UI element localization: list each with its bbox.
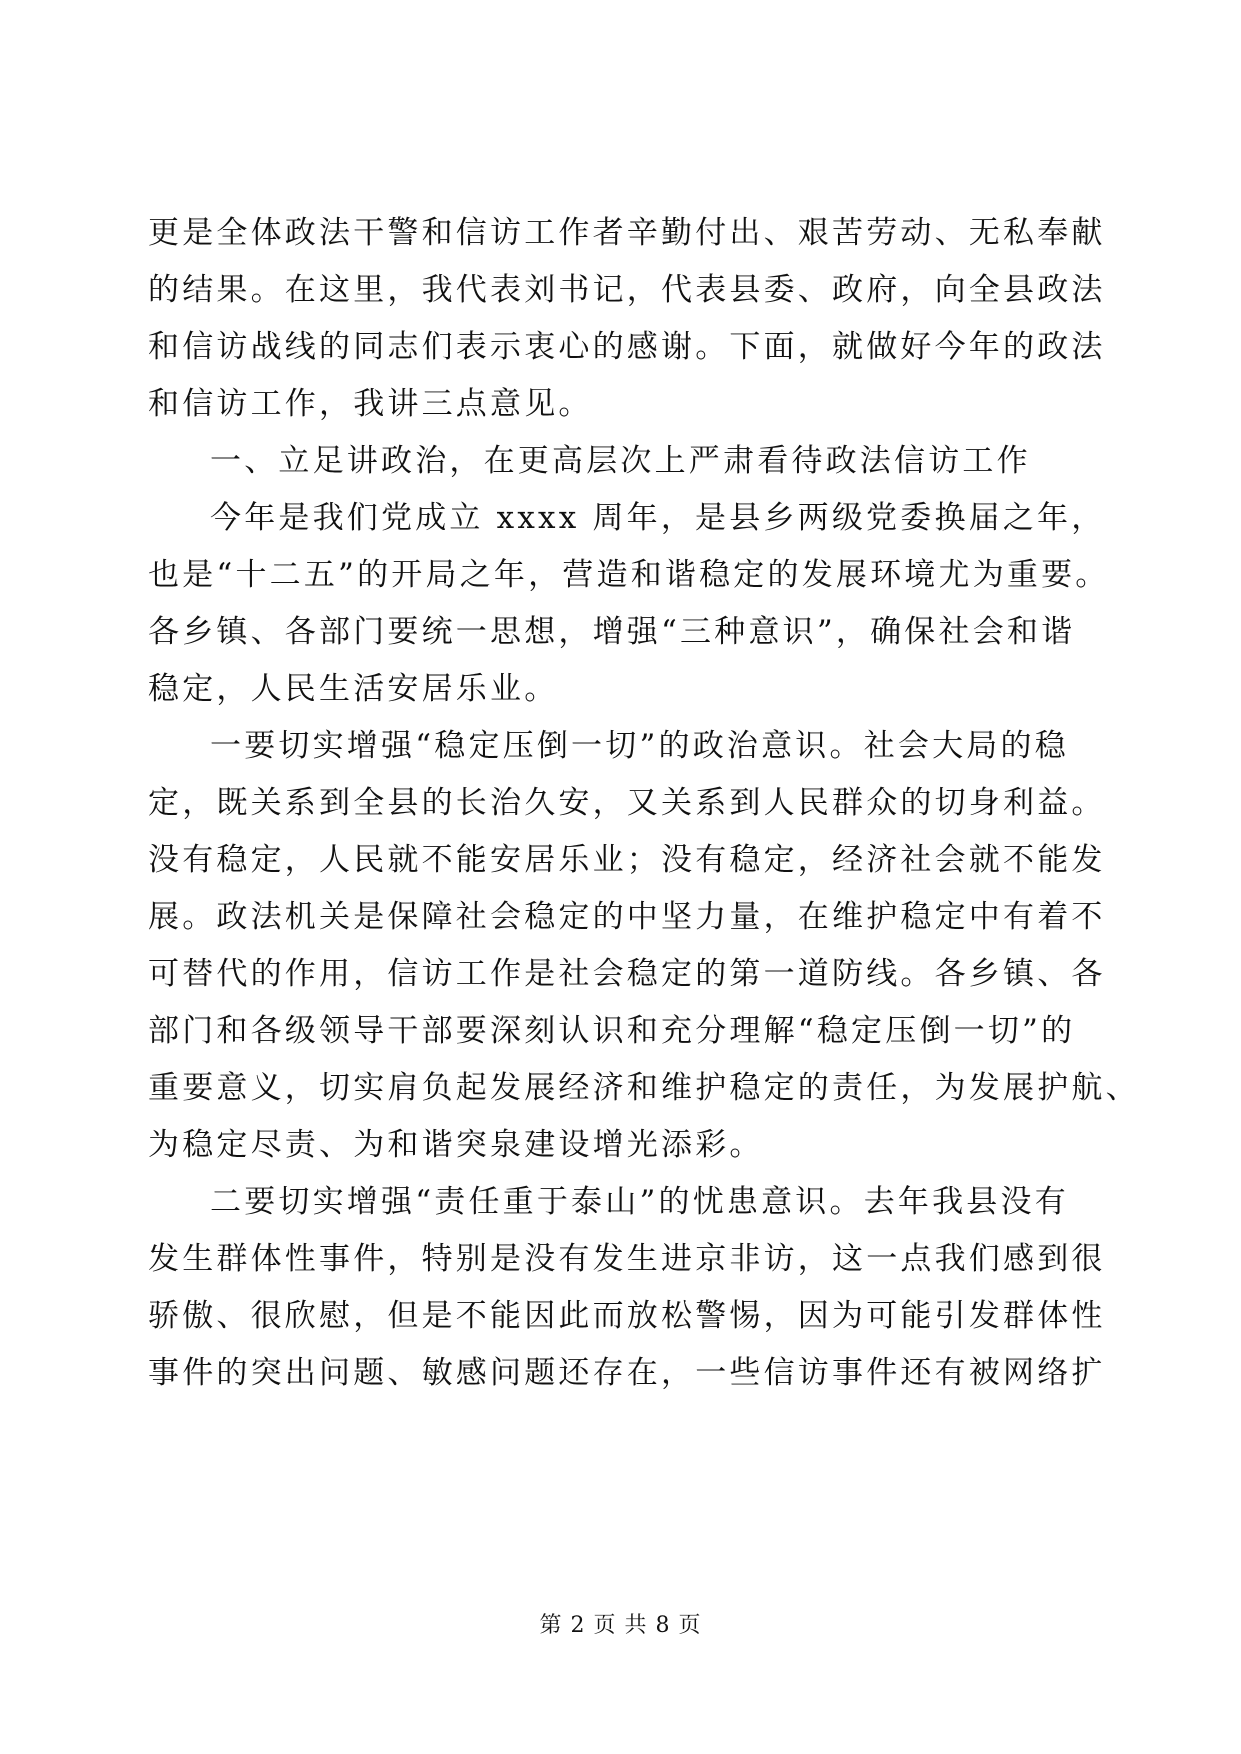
page-number-footer: 第 2 页 共 8 页 bbox=[539, 1613, 702, 1638]
paragraph-line: 的结果。在这里，我代表刘书记，代表县委、政府，向全县政法 bbox=[148, 272, 1106, 308]
paragraph-line: 骄傲、很欣慰，但是不能因此而放松警惕，因为可能引发群体性 bbox=[148, 1298, 1106, 1334]
paragraph-line: 事件的突出问题、敏感问题还存在，一些信访事件还有被网络扩 bbox=[148, 1355, 1106, 1391]
paragraph-line: 和信访工作，我讲三点意见。 bbox=[148, 386, 593, 422]
paragraph-line: 二要切实增强“责任重于泰山”的忧患意识。去年我县没有 bbox=[210, 1184, 1069, 1220]
section-heading: 一、立足讲政治，在更高层次上严肃看待政法信访工作 bbox=[210, 443, 1031, 479]
paragraph-line: 和信访战线的同志们表示衷心的感谢。下面，就做好今年的政法 bbox=[148, 329, 1106, 365]
paragraph-line: 更是全体政法干警和信访工作者辛勤付出、艰苦劳动、无私奉献 bbox=[148, 215, 1106, 251]
paragraph-line: 为稳定尽责、为和谐突泉建设增光添彩。 bbox=[148, 1127, 764, 1163]
paragraph-line: 发生群体性事件，特别是没有发生进京非访，这一点我们感到很 bbox=[148, 1241, 1106, 1277]
paragraph-line: 各乡镇、各部门要统一思想，增强“三种意识”，确保社会和谐 bbox=[148, 614, 1076, 650]
paragraph-line: 今年是我们党成立 xxxx 周年，是县乡两级党委换届之年， bbox=[210, 500, 1106, 536]
paragraph-line: 部门和各级领导干部要深刻认识和充分理解“稳定压倒一切”的 bbox=[148, 1013, 1076, 1049]
paragraph-line: 一要切实增强“稳定压倒一切”的政治意识。社会大局的稳 bbox=[210, 728, 1069, 764]
paragraph-line: 可替代的作用，信访工作是社会稳定的第一道防线。各乡镇、各 bbox=[148, 956, 1106, 992]
paragraph-line: 展。政法机关是保障社会稳定的中坚力量，在维护稳定中有着不 bbox=[148, 899, 1106, 935]
paragraph-line: 没有稳定，人民就不能安居乐业；没有稳定，经济社会就不能发 bbox=[148, 842, 1106, 878]
paragraph-line: 重要意义，切实肩负起发展经济和维护稳定的责任，为发展护航、 bbox=[148, 1070, 1140, 1106]
paragraph-line: 也是“十二五”的开局之年，营造和谐稳定的发展环境尤为重要。 bbox=[148, 557, 1110, 593]
paragraph-line: 定，既关系到全县的长治久安，又关系到人民群众的切身利益。 bbox=[148, 785, 1106, 821]
paragraph-line: 稳定，人民生活安居乐业。 bbox=[148, 671, 559, 707]
